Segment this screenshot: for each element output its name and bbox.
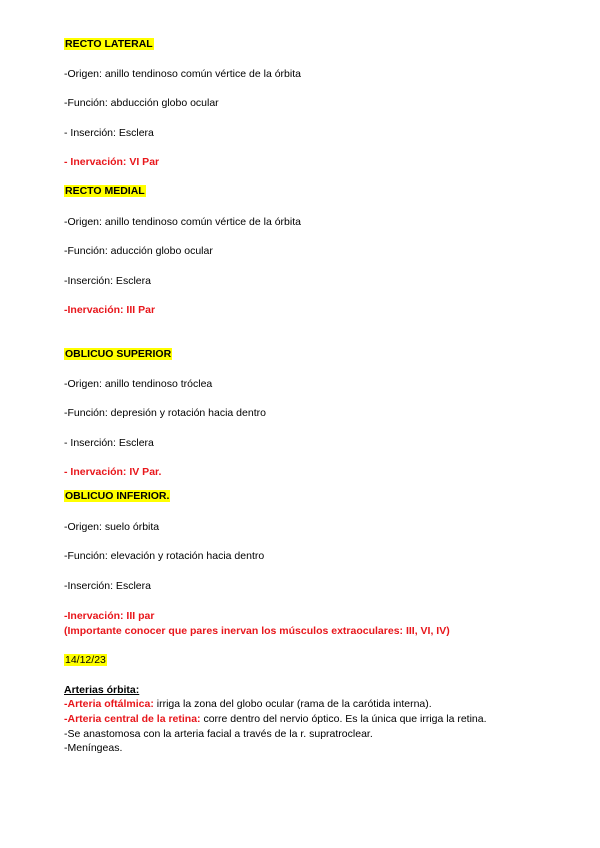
recto-lateral-insercion: - Inserción: Esclera [64,127,154,139]
meningeas-line: -Meníngeas. [64,742,123,754]
date-heading: 14/12/23 [65,654,106,666]
recto-medial-funcion: -Función: aducción globo ocular [64,245,213,257]
arterias-title: Arterias órbita: [64,684,140,696]
section-title-recto-lateral: RECTO LATERAL [65,38,153,50]
recto-lateral-origen: -Origen: anillo tendinoso común vértice de la órbita [64,68,301,80]
section-title-recto-medial: RECTO MEDIAL [65,185,145,197]
important-note: (Importante conocer que pares inervan los músculos extraoculares: III, VI, IV) [64,625,450,637]
recto-medial-inervacion: -Inervación: III Par [64,304,156,316]
arteria-central-retina: -Arteria central de la retina: corre dentro del nervio óptico. Es la única que irriga la retina. [64,713,487,725]
oblicuo-superior-inervacion: - Inervación: IV Par. [64,466,162,478]
oblicuo-inferior-funcion: -Función: elevación y rotación hacia dentro [64,550,265,562]
section-title-oblicuo-superior: OBLICUO SUPERIOR [65,348,172,360]
oblicuo-superior-funcion: -Función: depresión y rotación hacia dentro [64,407,266,419]
recto-lateral-funcion: -Función: abducción globo ocular [64,97,219,109]
arteria-oftalmica: -Arteria oftálmica: irriga la zona del globo ocular (rama de la carótida interna). [64,698,432,710]
oblicuo-superior-insercion: - Inserción: Esclera [64,437,154,449]
section-title-oblicuo-inferior: OBLICUO INFERIOR. [65,490,170,502]
recto-medial-insercion: -Inserción: Esclera [64,275,151,287]
anastomosa-line: -Se anastomosa con la arteria facial a través de la r. supratroclear. [64,728,373,740]
recto-medial-origen: -Origen: anillo tendinoso común vértice de la órbita [64,216,301,228]
oblicuo-superior-origen: -Origen: anillo tendinoso tróclea [64,378,213,390]
oblicuo-inferior-origen: -Origen: suelo órbita [64,521,160,533]
recto-lateral-inervacion: - Inervación: VI Par [64,156,160,168]
oblicuo-inferior-inervacion: -Inervación: III par [64,610,155,622]
oblicuo-inferior-insercion: -Inserción: Esclera [64,580,151,592]
